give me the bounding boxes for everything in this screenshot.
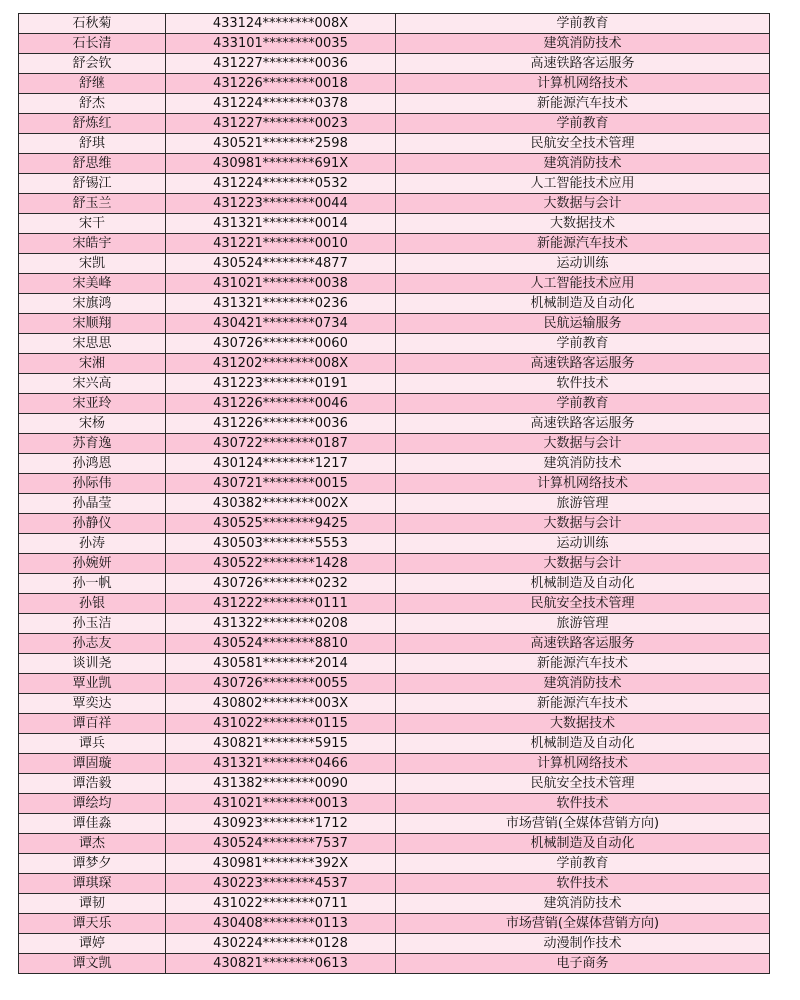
id-number-cell: 431321********0466 <box>166 754 396 774</box>
major-cell: 计算机网络技术 <box>396 474 770 494</box>
major-cell: 人工智能技术应用 <box>396 174 770 194</box>
name-cell: 宋亚玲 <box>19 394 166 414</box>
id-number-cell: 431226********0018 <box>166 74 396 94</box>
id-number-cell: 430721********0015 <box>166 474 396 494</box>
id-number-cell: 431022********0711 <box>166 894 396 914</box>
name-cell: 舒炼红 <box>19 114 166 134</box>
major-cell: 机械制造及自动化 <box>396 294 770 314</box>
major-cell: 大数据与会计 <box>396 434 770 454</box>
major-cell: 人工智能技术应用 <box>396 274 770 294</box>
table-row <box>19 794 770 814</box>
table-row <box>19 694 770 714</box>
table-row <box>19 294 770 314</box>
name-cell: 孙鸿恩 <box>19 454 166 474</box>
name-cell: 谭佳淼 <box>19 814 166 834</box>
name-cell: 覃业凯 <box>19 674 166 694</box>
major-cell: 大数据与会计 <box>396 554 770 574</box>
name-cell: 宋杨 <box>19 414 166 434</box>
table-row <box>19 194 770 214</box>
name-cell: 宋思思 <box>19 334 166 354</box>
table-row <box>19 614 770 634</box>
id-number-cell: 430524********8810 <box>166 634 396 654</box>
id-number-cell: 430726********0232 <box>166 574 396 594</box>
table-row <box>19 134 770 154</box>
id-number-cell: 431223********0191 <box>166 374 396 394</box>
table-row <box>19 554 770 574</box>
table-row <box>19 914 770 934</box>
name-cell: 谭梦夕 <box>19 854 166 874</box>
id-number-cell: 431223********0044 <box>166 194 396 214</box>
name-cell: 舒锡江 <box>19 174 166 194</box>
major-cell: 新能源汽车技术 <box>396 694 770 714</box>
table-body <box>19 14 770 974</box>
major-cell: 高速铁路客运服务 <box>396 354 770 374</box>
name-cell: 舒继 <box>19 74 166 94</box>
major-cell: 旅游管理 <box>396 614 770 634</box>
major-cell: 软件技术 <box>396 374 770 394</box>
table-row <box>19 374 770 394</box>
table-row <box>19 214 770 234</box>
id-number-cell: 431224********0378 <box>166 94 396 114</box>
id-number-cell: 431022********0115 <box>166 714 396 734</box>
name-cell: 孙玉洁 <box>19 614 166 634</box>
id-number-cell: 431321********0236 <box>166 294 396 314</box>
id-number-cell: 431227********0036 <box>166 54 396 74</box>
id-number-cell: 430503********5553 <box>166 534 396 554</box>
table-row <box>19 574 770 594</box>
name-cell: 谭韧 <box>19 894 166 914</box>
id-number-cell: 430981********691X <box>166 154 396 174</box>
table-row <box>19 154 770 174</box>
id-number-cell: 431222********0111 <box>166 594 396 614</box>
table-row <box>19 714 770 734</box>
major-cell: 建筑消防技术 <box>396 454 770 474</box>
id-number-cell: 430223********4537 <box>166 874 396 894</box>
name-cell: 谭固璇 <box>19 754 166 774</box>
id-number-cell: 431021********0013 <box>166 794 396 814</box>
id-number-cell: 431227********0023 <box>166 114 396 134</box>
table-row <box>19 54 770 74</box>
name-cell: 覃奕达 <box>19 694 166 714</box>
major-cell: 民航安全技术管理 <box>396 594 770 614</box>
major-cell: 高速铁路客运服务 <box>396 634 770 654</box>
name-cell: 孙志友 <box>19 634 166 654</box>
id-number-cell: 430923********1712 <box>166 814 396 834</box>
major-cell: 民航运输服务 <box>396 314 770 334</box>
name-cell: 宋旗鸿 <box>19 294 166 314</box>
id-number-cell: 430802********003X <box>166 694 396 714</box>
table-row <box>19 414 770 434</box>
name-cell: 宋凯 <box>19 254 166 274</box>
table-row <box>19 394 770 414</box>
id-number-cell: 430124********1217 <box>166 454 396 474</box>
major-cell: 机械制造及自动化 <box>396 734 770 754</box>
table-row <box>19 34 770 54</box>
major-cell: 运动训练 <box>396 534 770 554</box>
name-cell: 孙际伟 <box>19 474 166 494</box>
name-cell: 谭兵 <box>19 734 166 754</box>
name-cell: 谭绘均 <box>19 794 166 814</box>
id-number-cell: 430581********2014 <box>166 654 396 674</box>
id-number-cell: 431202********008X <box>166 354 396 374</box>
id-number-cell: 430522********1428 <box>166 554 396 574</box>
table-row <box>19 454 770 474</box>
major-cell: 旅游管理 <box>396 494 770 514</box>
major-cell: 建筑消防技术 <box>396 34 770 54</box>
table-row <box>19 534 770 554</box>
id-number-cell: 430382********002X <box>166 494 396 514</box>
name-cell: 宋顺翔 <box>19 314 166 334</box>
table-row <box>19 754 770 774</box>
name-cell: 谭婷 <box>19 934 166 954</box>
major-cell: 新能源汽车技术 <box>396 654 770 674</box>
major-cell: 学前教育 <box>396 114 770 134</box>
table-row <box>19 494 770 514</box>
table-row <box>19 834 770 854</box>
id-number-cell: 431226********0036 <box>166 414 396 434</box>
name-cell: 孙涛 <box>19 534 166 554</box>
major-cell: 大数据技术 <box>396 714 770 734</box>
id-number-cell: 430525********9425 <box>166 514 396 534</box>
table-row <box>19 814 770 834</box>
table-row <box>19 94 770 114</box>
table-row <box>19 334 770 354</box>
table-row <box>19 174 770 194</box>
name-cell: 谭天乐 <box>19 914 166 934</box>
major-cell: 大数据技术 <box>396 214 770 234</box>
table-row <box>19 874 770 894</box>
table-row <box>19 674 770 694</box>
name-cell: 舒杰 <box>19 94 166 114</box>
table-row <box>19 774 770 794</box>
id-number-cell: 430521********2598 <box>166 134 396 154</box>
name-cell: 石长清 <box>19 34 166 54</box>
major-cell: 民航安全技术管理 <box>396 774 770 794</box>
id-number-cell: 430524********7537 <box>166 834 396 854</box>
major-cell: 软件技术 <box>396 874 770 894</box>
name-cell: 谭杰 <box>19 834 166 854</box>
table-row <box>19 274 770 294</box>
id-number-cell: 430821********0613 <box>166 954 396 974</box>
name-cell: 谭琪琛 <box>19 874 166 894</box>
id-number-cell: 430726********0060 <box>166 334 396 354</box>
major-cell: 软件技术 <box>396 794 770 814</box>
table-row <box>19 734 770 754</box>
id-number-cell: 430981********392X <box>166 854 396 874</box>
name-cell: 石秋菊 <box>19 14 166 34</box>
table-row <box>19 254 770 274</box>
table-row <box>19 114 770 134</box>
id-number-cell: 433101********0035 <box>166 34 396 54</box>
name-cell: 宋美峰 <box>19 274 166 294</box>
table-row <box>19 354 770 374</box>
major-cell: 市场营销(全媒体营销方向) <box>396 814 770 834</box>
table-row <box>19 894 770 914</box>
table-row <box>19 234 770 254</box>
id-number-cell: 431321********0014 <box>166 214 396 234</box>
major-cell: 高速铁路客运服务 <box>396 414 770 434</box>
table-row <box>19 594 770 614</box>
name-cell: 宋干 <box>19 214 166 234</box>
name-cell: 谭浩毅 <box>19 774 166 794</box>
id-number-cell: 431224********0532 <box>166 174 396 194</box>
major-cell: 新能源汽车技术 <box>396 94 770 114</box>
name-cell: 舒琪 <box>19 134 166 154</box>
table-row <box>19 514 770 534</box>
name-cell: 宋兴高 <box>19 374 166 394</box>
major-cell: 电子商务 <box>396 954 770 974</box>
table-row <box>19 314 770 334</box>
table-row <box>19 634 770 654</box>
table-row <box>19 934 770 954</box>
table-row <box>19 954 770 974</box>
id-number-cell: 431382********0090 <box>166 774 396 794</box>
major-cell: 大数据与会计 <box>396 194 770 214</box>
name-cell: 孙一帆 <box>19 574 166 594</box>
id-number-cell: 431226********0046 <box>166 394 396 414</box>
major-cell: 学前教育 <box>396 394 770 414</box>
table-row <box>19 654 770 674</box>
id-number-cell: 431322********0208 <box>166 614 396 634</box>
table-row <box>19 474 770 494</box>
major-cell: 运动训练 <box>396 254 770 274</box>
name-cell: 谭文凯 <box>19 954 166 974</box>
name-cell: 孙晶莹 <box>19 494 166 514</box>
id-number-cell: 430408********0113 <box>166 914 396 934</box>
name-cell: 孙静仪 <box>19 514 166 534</box>
id-number-cell: 430224********0128 <box>166 934 396 954</box>
table-row <box>19 854 770 874</box>
major-cell: 学前教育 <box>396 334 770 354</box>
id-number-cell: 430421********0734 <box>166 314 396 334</box>
major-cell: 计算机网络技术 <box>396 74 770 94</box>
name-cell: 宋湘 <box>19 354 166 374</box>
major-cell: 建筑消防技术 <box>396 154 770 174</box>
major-cell: 学前教育 <box>396 14 770 34</box>
major-cell: 建筑消防技术 <box>396 894 770 914</box>
major-cell: 大数据与会计 <box>396 514 770 534</box>
table-row <box>19 74 770 94</box>
name-cell: 宋皓宇 <box>19 234 166 254</box>
table-row <box>19 434 770 454</box>
major-cell: 计算机网络技术 <box>396 754 770 774</box>
major-cell: 新能源汽车技术 <box>396 234 770 254</box>
name-cell: 谈训尧 <box>19 654 166 674</box>
id-number-cell: 430726********0055 <box>166 674 396 694</box>
name-cell: 舒会钦 <box>19 54 166 74</box>
major-cell: 机械制造及自动化 <box>396 834 770 854</box>
name-cell: 苏育逸 <box>19 434 166 454</box>
id-number-cell: 433124********008X <box>166 14 396 34</box>
major-cell: 学前教育 <box>396 854 770 874</box>
id-number-cell: 431221********0010 <box>166 234 396 254</box>
name-cell: 孙婉妍 <box>19 554 166 574</box>
id-number-cell: 431021********0038 <box>166 274 396 294</box>
id-number-cell: 430722********0187 <box>166 434 396 454</box>
major-cell: 民航安全技术管理 <box>396 134 770 154</box>
table-row <box>19 14 770 34</box>
name-cell: 舒玉兰 <box>19 194 166 214</box>
major-cell: 机械制造及自动化 <box>396 574 770 594</box>
student-list-table <box>18 13 770 974</box>
id-number-cell: 430821********5915 <box>166 734 396 754</box>
name-cell: 舒思维 <box>19 154 166 174</box>
name-cell: 孙银 <box>19 594 166 614</box>
major-cell: 建筑消防技术 <box>396 674 770 694</box>
id-number-cell: 430524********4877 <box>166 254 396 274</box>
major-cell: 市场营销(全媒体营销方向) <box>396 914 770 934</box>
major-cell: 动漫制作技术 <box>396 934 770 954</box>
major-cell: 高速铁路客运服务 <box>396 54 770 74</box>
name-cell: 谭百祥 <box>19 714 166 734</box>
